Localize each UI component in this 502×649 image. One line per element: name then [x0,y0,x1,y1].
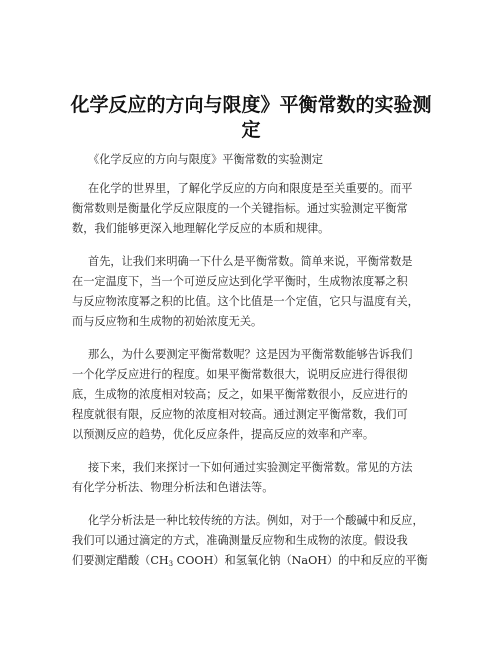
paragraph-3-line-5: 以预测反应的趋势，优化反应条件，提高反应的效率和产率。 [72,428,375,441]
formula-subscript: 3 [168,560,174,568]
paragraph-4-line-2: 有化学分析法、物理分析法和色谱法等。 [72,481,274,494]
formula-text-after: COOH）和氢氧化钠（NaOH）的中和反应的平衡 [173,554,428,567]
paragraph-5-line-2: 我们可以通过滴定的方式，准确测量反应物和生成物的浓度。假设我 [72,534,408,547]
paragraph-2-line-3: 与反应物浓度幂之积的比值。这个比值是一个定值，它只与温度有关， [72,295,419,308]
paragraph-5-line-3 [72,553,444,569]
paragraph-3-line-2: 一个化学反应进行的程度。如果平衡常数很大，说明反应进行得很彻 [72,368,408,381]
paragraph-1-line-2: 衡常数则是衡量化学反应限度的一个关键指标。通过实验测定平衡常 [72,202,408,215]
paragraph-3-line-1: 那么，为什么要测定平衡常数呢？这是因为平衡常数能够告诉我们 [88,348,413,361]
paragraph-3-line-4: 程度就很有限，反应物的浓度相对较高。通过测定平衡常数，我们可 [72,408,408,421]
paragraph-2-line-1: 首先，让我们来明确一下什么是平衡常数。简单来说，平衡常数是 [88,255,413,268]
document-subtitle: 《化学反应的方向与限度》平衡常数的实验测定 [88,153,323,166]
paragraph-3-line-3: 底，生成物的浓度相对较高；反之，如果平衡常数很小，反应进行的 [72,388,408,401]
document-title-line-1: 化学反应的方向与限度》平衡常数的实验测 [70,94,432,116]
paragraph-5-line-1: 化学分析法是一种比较传统的方法。例如，对于一个酸碱中和反应， [88,514,424,527]
formula-text-before: 们要测定醋酸（CH [72,554,169,567]
paragraph-4-line-1: 接下来，我们来探讨一下如何通过实验测定平衡常数。常见的方法 [88,461,413,474]
paragraph-2-line-2: 在一定温度下，当一个可逆反应达到化学平衡时，生成物浓度幂之积 [72,275,408,288]
paragraph-1-line-3: 数，我们能够更深入地理解化学反应的本质和规律。 [72,222,330,235]
paragraph-2-line-4: 而与反应物和生成物的初始浓度无关。 [72,315,263,328]
paragraph-1-line-1: 在化学的世界里，了解化学反应的方向和限度是至关重要的。而平 [88,182,413,195]
document-title-line-2: 定 [241,119,261,141]
